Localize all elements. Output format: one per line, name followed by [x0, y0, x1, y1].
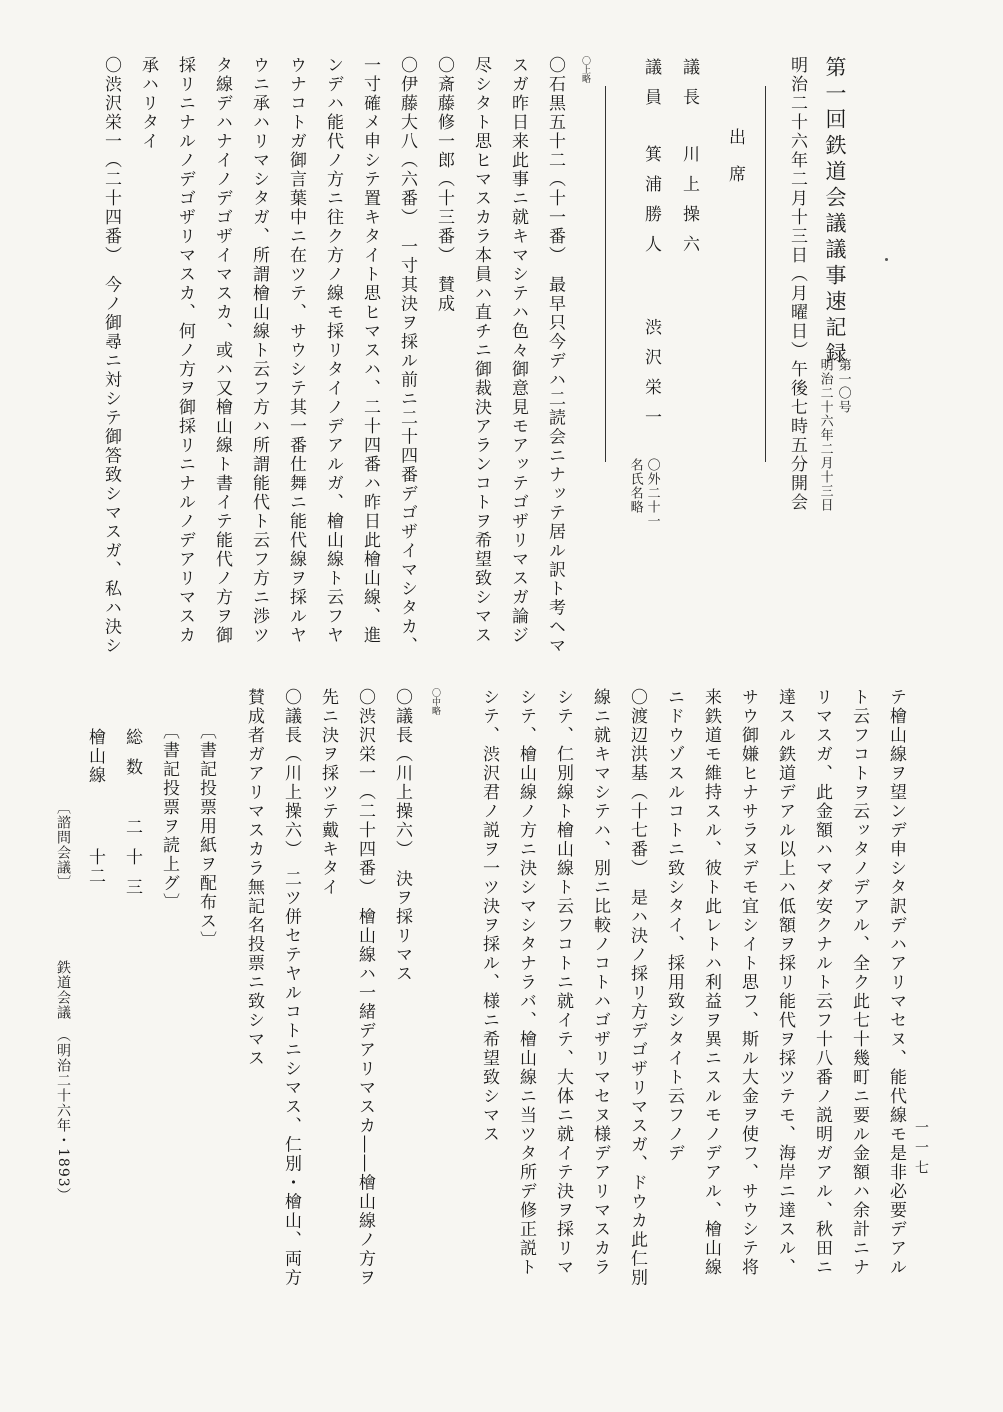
omission-mark-upper: 〇上略: [580, 56, 590, 83]
tally-total-value: 二十三: [122, 818, 142, 908]
body-top-line: タ線デハナイノデゴザイマスカ、或ハ又檜山線ト書イテ能代ノ方ヲ御: [212, 56, 232, 645]
tally-hiyama-label: 檜山線: [85, 728, 105, 785]
issue-number: 第一〇号: [835, 358, 851, 414]
document-title: 第一回鉄道会議議事速記録: [823, 56, 847, 368]
body-bottom-line: 来鉄道モ維持スル、彼ト此レトハ利益ヲ異ニスルモノデアル、檜山線: [701, 688, 721, 1277]
chair-role: 議長: [679, 58, 699, 118]
body-bottom-line: ト云フコトヲ云ッタノデアル、全ク此七十幾町ニ要ル金額ハ余計ニナ: [849, 688, 869, 1277]
body-bottom-line: 線ニ就キマシテハ、別ニ比較ノコトハゴザリマセヌ様デアリマスカラ: [590, 688, 610, 1277]
body-bottom-line: シテ、渋沢君ノ説ヲ一ツ決ヲ採ル、様ニ希望致シマス: [479, 688, 499, 1144]
tally-hiyama-value: 十二: [85, 848, 105, 886]
body-bottom-line: テ檜山線ヲ望ンデ申シタ訳デハアリマセヌ、能代線モ是非必要デアル: [886, 688, 906, 1277]
footer-category: 〔諮問会議〕: [55, 800, 71, 890]
body-bottom-line: シテ、檜山線ノ方ニ決シマシタナラバ、檜山線ニ当ツタ所デ修正説ト: [516, 688, 536, 1277]
body-bottom-line: シテ、仁別線ト檜山線ト云フコトニ就イテ、大体ニ就イテ決ヲ採リマ: [553, 688, 573, 1277]
body-top-line: 承ハリタイ: [138, 56, 158, 151]
attendance-rule-left: [605, 86, 606, 462]
body-bottom-line: 〇議長（川上操六） 決ヲ採リマス: [392, 688, 412, 984]
footer-source: 鉄道会議 （明治二十六年・1893）: [55, 960, 71, 1203]
body-bottom-line: 〇渋沢栄一（二十四番） 檜山線ハ一緒デアリマスカ――檜山線ノ方ヲ: [355, 688, 375, 1288]
body-bottom-line: 賛成者ガアリマスカラ無記名投票ニ致シマス: [244, 688, 264, 1068]
attendance-heading: 出席: [725, 128, 745, 202]
body-bottom-line: 〇渡辺洪基（十七番） 是ハ決ノ採リ方デゴザリマスガ、ドウカ此仁別: [627, 688, 647, 1288]
member-name-1: 箕浦勝人: [641, 145, 661, 265]
page-number: 一一七: [913, 1120, 929, 1180]
note-ballots-read: 〔書記投票ヲ読上グ〕: [159, 722, 179, 912]
body-top-line: 〇石黒五十二（十一番） 最早只今デハ二読会ニナッテ居ル訳ト考ヘマ: [545, 56, 565, 656]
body-bottom-line: 〇議長（川上操六） 二ツ併セテヤルコトニシマス、仁別・檜山、両方: [281, 688, 301, 1288]
print-speck: [885, 258, 888, 261]
body-top-line: ウナコトガ御言葉中ニ在ツテ、サウシテ其一番仕舞ニ能代線ヲ採ルヤ: [286, 56, 306, 645]
omission-mark-middle: 〇中略: [430, 688, 440, 715]
body-top-line: 一寸確メ申シテ置キタイト思ヒマスハ、二十四番ハ昨日此檜山線、進: [360, 56, 380, 645]
body-bottom-line: 先ニ決ヲ採ツテ戴キタイ: [318, 688, 338, 897]
body-top-line: 尽シタト思ヒマスカラ本員ハ直チニ御裁決アランコトヲ希望致シマス: [471, 56, 491, 645]
attendance-rule-right: [765, 86, 766, 462]
body-bottom-line: ニドウゾスルコトニ致シタイ、採用致シタイト云フノデ: [664, 688, 684, 1163]
tally-total-label: 総数: [122, 728, 142, 788]
body-bottom-line: 達スル鉄道デアル以上ハ低額ヲ採リ能代ヲ採ツテモ、海岸ニ達スル、: [775, 688, 795, 1277]
attendance-others-note: 名氏名略: [627, 458, 643, 514]
session-date-line: 明治二十六年二月十三日（月曜日）午後七時五分開会: [787, 56, 807, 512]
body-top-line: 〇伊藤大八（六番） 一寸其決ヲ採ル前ニ二十四番デゴザイマシタカ、: [397, 56, 417, 656]
body-top-line: スガ昨日来此事ニ就キマシテハ色々御意見モアッテゴザリマスガ論ジ: [508, 56, 528, 645]
body-top-line: ウニ承ハリマシタガ、所謂檜山線ト云フ方ハ所謂能代ト云フ方ニ渉ツ: [249, 56, 269, 645]
chair-name: 川上操六: [679, 145, 699, 265]
attendance-others: 〇外二十一: [644, 458, 660, 528]
body-top-line: 〇渋沢栄一（二十四番） 今ノ御尋ニ対シテ御答致シマスガ、私ハ決シ: [101, 56, 121, 656]
body-bottom-line: サウ御嫌ヒナサラヌデモ宜シイト思フ、斯ル大金ヲ使フ、サウシテ将: [738, 688, 758, 1277]
body-top-line: 〇斎藤修一郎（十三番） 賛成: [434, 56, 454, 314]
body-top-line: ンデハ能代ノ方ニ往ク方ノ線モ採リタイノデアルガ、檜山線ト云フヤ: [323, 56, 343, 645]
note-ballots-distributed: 〔書記投票用紙ヲ配布ス〕: [196, 722, 216, 950]
body-top-line: 採リニナルノデゴザリマスカ、何ノ方ヲ御採リニナルノデアリマスカ: [175, 56, 195, 645]
body-bottom-line: リマスガ、此金額ハマダ安クナルト云フ十八番ノ説明ガアル、秋田ニ: [812, 688, 832, 1277]
issue-date: 明治二十六年二月十三日: [817, 358, 833, 512]
member-role: 議員: [641, 58, 661, 118]
member-name-2: 渋沢栄一: [641, 318, 661, 438]
